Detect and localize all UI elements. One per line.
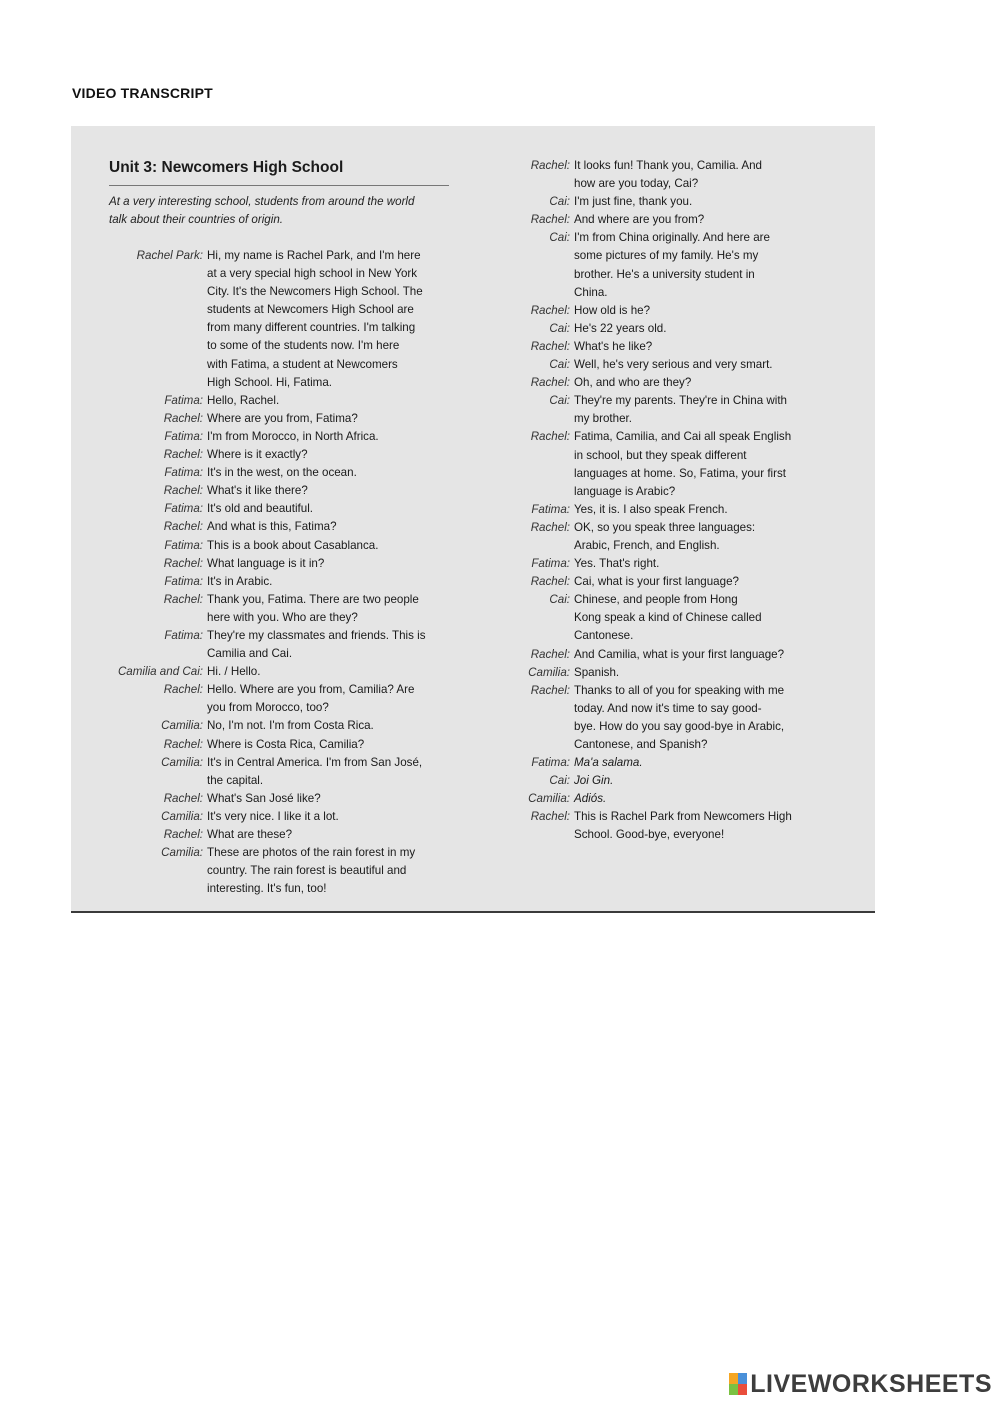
transcript-line <box>464 302 824 320</box>
speaker-label: Fatima: <box>164 429 203 443</box>
dialogue-text: interesting. It's fun, too! <box>207 882 327 896</box>
speaker-label <box>464 266 574 284</box>
speaker-label: Fatima: <box>164 574 203 588</box>
dialogue-text: I'm just fine, thank you. <box>574 195 693 209</box>
dialogue-text: What language is it in? <box>207 556 325 570</box>
transcript-line <box>464 537 824 555</box>
transcript-line <box>97 464 457 482</box>
dialogue-text: at a very special high school in New York <box>207 267 418 281</box>
title-divider <box>109 185 449 186</box>
dialogue-text: And what is this, Fatima? <box>207 520 337 534</box>
transcript-line <box>464 555 824 573</box>
intro-text <box>109 193 454 229</box>
dialogue-text: No, I'm not. I'm from Costa Rica. <box>207 719 374 733</box>
transcript-line <box>464 465 824 483</box>
transcript-line <box>97 446 457 464</box>
dialogue-text: And where are you from? <box>574 213 705 227</box>
dialogue-text: students at Newcomers High School are <box>207 303 414 317</box>
transcript-line <box>97 736 457 754</box>
dialogue-text: And Camilia, what is your first language? <box>574 647 785 661</box>
speaker-label <box>464 447 574 465</box>
speaker-label: Fatima: <box>531 502 570 516</box>
dialogue-text: Thanks to all of you for speaking with me <box>574 683 785 697</box>
speaker-label <box>97 645 207 663</box>
dialogue-text: Kong speak a kind of Chinese called <box>574 611 762 625</box>
dialogue-text: Chinese, and people from Hong <box>574 593 738 607</box>
dialogue-text: Hi. / Hello. <box>207 665 261 679</box>
speaker-label: Rachel: <box>163 520 203 534</box>
transcript-line <box>464 392 824 410</box>
transcript-line <box>464 627 824 645</box>
speaker-label <box>464 826 574 844</box>
speaker-label <box>97 337 207 355</box>
transcript-line <box>97 482 457 500</box>
speaker-label: Rachel: <box>163 828 203 841</box>
transcript-panel <box>71 126 875 913</box>
speaker-label: Camilia: <box>528 792 570 806</box>
dialogue-text: City. It's the Newcomers High School. The <box>207 285 423 299</box>
transcript-line <box>464 808 824 826</box>
transcript-column-left <box>97 247 457 898</box>
speaker-label <box>97 699 207 717</box>
dialogue-text: Fatima, Camilia, and Cai all speak English <box>574 430 792 444</box>
transcript-line <box>464 157 824 175</box>
transcript-line <box>464 483 824 501</box>
transcript-line <box>464 211 824 229</box>
dialogue-text: What are these? <box>207 828 293 841</box>
dialogue-text: China. <box>574 285 608 299</box>
speaker-label <box>464 537 574 555</box>
speaker-label <box>97 862 207 880</box>
dialogue-text: Where are you from, Fatima? <box>207 411 358 425</box>
dialogue-text: in school, but they speak different <box>574 448 747 462</box>
transcript-line <box>97 627 457 645</box>
dialogue-text: from many different countries. I'm talking <box>207 321 416 335</box>
speaker-label <box>464 700 574 718</box>
transcript-line <box>464 320 824 338</box>
speaker-label: Rachel: <box>530 810 570 824</box>
transcript-line <box>464 718 824 736</box>
dialogue-text: I'm from Morocco, in North Africa. <box>207 429 379 443</box>
speaker-label <box>464 736 574 754</box>
dialogue-text: how are you today, Cai? <box>574 177 699 191</box>
speaker-label: Rachel: <box>163 484 203 498</box>
transcript-line <box>97 428 457 446</box>
speaker-label: Cai: <box>549 231 570 245</box>
transcript-line <box>97 609 457 627</box>
transcript-line <box>464 790 824 808</box>
speaker-label <box>97 880 207 898</box>
dialogue-text: It's in the west, on the ocean. <box>207 466 357 480</box>
dialogue-text: my brother. <box>574 412 632 426</box>
transcript-line <box>464 682 824 700</box>
speaker-label: Rachel: <box>530 339 570 353</box>
speaker-label: Rachel: <box>530 213 570 227</box>
dialogue-text: the capital. <box>207 773 264 787</box>
transcript-line <box>464 501 824 519</box>
transcript-line <box>464 591 824 609</box>
dialogue-text: They're my parents. They're in China with <box>574 394 787 408</box>
speaker-label: Camilia: <box>161 755 203 769</box>
transcript-line <box>97 790 457 808</box>
dialogue-text: It's old and beautiful. <box>207 502 313 516</box>
dialogue-text: Ma'a salama. <box>574 756 643 770</box>
speaker-label: Fatima: <box>164 538 203 552</box>
dialogue-text: Hi, my name is Rachel Park, and I'm here <box>207 249 421 262</box>
transcript-line <box>97 573 457 591</box>
speaker-label: Rachel: <box>530 647 570 661</box>
dialogue-text: today. And now it's time to say good- <box>574 701 762 715</box>
transcript-line <box>464 826 824 844</box>
transcript-line <box>464 772 824 790</box>
dialogue-text: What's he like? <box>574 339 653 353</box>
speaker-label: Fatima: <box>164 628 203 642</box>
dialogue-text: Camilia and Cai. <box>207 647 293 661</box>
dialogue-text: here with you. Who are they? <box>207 610 358 624</box>
dialogue-text: Cantonese, and Spanish? <box>574 738 708 751</box>
speaker-label <box>464 609 574 627</box>
speaker-label: Cai: <box>549 394 570 408</box>
dialogue-text: Where is Costa Rica, Camilia? <box>207 737 365 751</box>
speaker-label: Rachel: <box>530 520 570 534</box>
transcript-line <box>464 374 824 392</box>
dialogue-text: Hello. Where are you from, Camilia? Are <box>207 683 415 697</box>
speaker-label: Camilia: <box>161 719 203 733</box>
transcript-line <box>97 880 457 898</box>
speaker-label: Rachel: <box>163 556 203 570</box>
unit-title: Unit 3: Newcomers High School <box>109 159 344 176</box>
dialogue-text: Yes. That's right. <box>574 557 660 571</box>
dialogue-text: I'm from China originally. And here are <box>574 231 770 245</box>
dialogue-text: How old is he? <box>574 303 651 317</box>
dialogue-text: What's it like there? <box>207 484 308 498</box>
transcript-line <box>464 356 824 374</box>
dialogue-text: some pictures of my family. He's my <box>574 249 759 263</box>
dialogue-text: It looks fun! Thank you, Camilia. And <box>574 159 762 172</box>
transcript-line <box>97 537 457 555</box>
speaker-label: Rachel: <box>163 411 203 425</box>
speaker-label: Fatima: <box>531 756 570 770</box>
speaker-label <box>97 319 207 337</box>
transcript-line <box>97 862 457 880</box>
transcript-line <box>464 175 824 193</box>
speaker-label: Camilia: <box>528 665 570 679</box>
transcript-line <box>97 645 457 663</box>
speaker-label: Camilia: <box>161 809 203 823</box>
transcript-column-right <box>464 157 824 845</box>
transcript-line <box>97 555 457 573</box>
speaker-label: Rachel: <box>530 303 570 317</box>
transcript-line <box>97 808 457 826</box>
speaker-label: Rachel: <box>163 791 203 805</box>
dialogue-text: Cantonese. <box>574 629 634 643</box>
transcript-line <box>464 519 824 537</box>
dialogue-text: Oh, and who are they? <box>574 376 692 390</box>
transcript-line <box>464 736 824 754</box>
transcript-line <box>464 664 824 682</box>
speaker-label: Camilia: <box>161 846 203 860</box>
dialogue-text: Arabic, French, and English. <box>574 538 720 552</box>
dialogue-text: you from Morocco, too? <box>207 701 329 715</box>
speaker-label <box>464 465 574 483</box>
speaker-label <box>464 410 574 428</box>
dialogue-text: with Fatima, a student at Newcomers <box>207 357 398 371</box>
transcript-line <box>464 229 824 247</box>
transcript-line <box>464 410 824 428</box>
speaker-label: Camilia and Cai: <box>117 665 203 679</box>
transcript-line <box>97 681 457 699</box>
page-title: VIDEO TRANSCRIPT <box>72 85 213 101</box>
logo-mark-icon <box>729 1373 747 1395</box>
dialogue-text: They're my classmates and friends. This is <box>207 628 426 642</box>
transcript-line <box>97 518 457 536</box>
transcript-line <box>97 699 457 717</box>
speaker-label <box>97 356 207 374</box>
speaker-label <box>464 627 574 645</box>
dialogue-text: Well, he's very serious and very smart. <box>574 358 773 372</box>
speaker-label: Cai: <box>549 195 570 209</box>
speaker-label: Cai: <box>549 358 570 372</box>
transcript-line <box>464 284 824 302</box>
transcript-line <box>464 609 824 627</box>
speaker-label <box>464 247 574 265</box>
transcript-line <box>97 410 457 428</box>
dialogue-text: High School. Hi, Fatima. <box>207 375 333 389</box>
dialogue-text: bye. How do you say good-bye in Arabic, <box>574 719 785 733</box>
transcript-line <box>97 754 457 772</box>
dialogue-text: country. The rain forest is beautiful and <box>207 864 407 878</box>
transcript-line <box>97 374 457 392</box>
speaker-label: Rachel: <box>163 737 203 751</box>
dialogue-text: Spanish. <box>574 665 620 679</box>
dialogue-text: School. Good-bye, everyone! <box>574 828 725 842</box>
speaker-label <box>97 265 207 283</box>
transcript-line <box>464 338 824 356</box>
transcript-line <box>97 591 457 609</box>
speaker-label <box>464 175 574 193</box>
transcript-line <box>97 717 457 735</box>
intro-line: At a very interesting school, students from around the world <box>109 195 415 208</box>
dialogue-text: Yes, it is. I also speak French. <box>574 502 728 516</box>
transcript-line <box>97 247 457 265</box>
speaker-label: Rachel Park: <box>136 249 203 262</box>
transcript-line <box>97 663 457 681</box>
dialogue-text: These are photos of the rain forest in my <box>207 846 416 860</box>
speaker-label <box>97 772 207 790</box>
speaker-label <box>464 718 574 736</box>
transcript-line <box>464 754 824 772</box>
speaker-label: Cai: <box>549 593 570 607</box>
dialogue-text: OK, so you speak three languages: <box>574 520 756 534</box>
speaker-label <box>97 374 207 392</box>
dialogue-text: This is a book about Casablanca. <box>207 538 379 552</box>
speaker-label <box>464 284 574 302</box>
dialogue-text: to some of the students now. I'm here <box>207 339 400 353</box>
transcript-line <box>464 266 824 284</box>
speaker-label <box>97 301 207 319</box>
speaker-label: Cai: <box>549 321 570 335</box>
transcript-line <box>464 700 824 718</box>
speaker-label: Rachel: <box>530 376 570 390</box>
transcript-line <box>97 500 457 518</box>
dialogue-text: This is Rachel Park from Newcomers High <box>574 810 792 824</box>
transcript-line <box>97 301 457 319</box>
speaker-label: Fatima: <box>531 557 570 571</box>
speaker-label: Rachel: <box>530 575 570 589</box>
transcript-line <box>464 247 824 265</box>
transcript-line <box>97 265 457 283</box>
dialogue-text: Adiós. <box>574 792 607 806</box>
speaker-label: Rachel: <box>530 430 570 444</box>
transcript-line <box>464 573 824 591</box>
dialogue-text: Thank you, Fatima. There are two people <box>207 592 419 606</box>
transcript-line <box>97 392 457 410</box>
transcript-line <box>97 844 457 862</box>
speaker-label: Cai: <box>549 774 570 788</box>
dialogue-text: What's San José like? <box>207 791 321 805</box>
dialogue-text: brother. He's a university student in <box>574 267 755 281</box>
transcript-line <box>97 826 457 844</box>
dialogue-text: Joi Gin. <box>574 774 614 788</box>
dialogue-text: He's 22 years old. <box>574 321 667 335</box>
transcript-line <box>97 356 457 374</box>
dialogue-text: language is Arabic? <box>574 484 676 498</box>
dialogue-text: It's very nice. I like it a lot. <box>207 809 339 823</box>
transcript-line <box>464 646 824 664</box>
intro-line: talk about their countries of origin. <box>109 213 284 226</box>
speaker-label: Rachel: <box>530 159 570 172</box>
speaker-label: Fatima: <box>164 466 203 480</box>
speaker-label <box>97 609 207 627</box>
transcript-line <box>97 337 457 355</box>
transcript-line <box>97 319 457 337</box>
speaker-label: Rachel: <box>163 592 203 606</box>
dialogue-text: Hello, Rachel. <box>207 393 280 407</box>
transcript-line <box>464 428 824 446</box>
dialogue-text: languages at home. So, Fatima, your first <box>574 466 787 480</box>
speaker-label <box>464 483 574 501</box>
dialogue-text: It's in Central America. I'm from San José, <box>207 755 423 769</box>
transcript-line <box>464 447 824 465</box>
transcript-line <box>464 193 824 211</box>
dialogue-text: It's in Arabic. <box>207 574 273 588</box>
dialogue-text: Cai, what is your first language? <box>574 575 739 589</box>
speaker-label: Fatima: <box>164 393 203 407</box>
speaker-label <box>97 283 207 301</box>
dialogue-text: Where is it exactly? <box>207 448 308 462</box>
speaker-label: Fatima: <box>164 502 203 516</box>
speaker-label: Rachel: <box>163 448 203 462</box>
transcript-line <box>97 772 457 790</box>
speaker-label: Rachel: <box>163 683 203 697</box>
liveworksheets-logo <box>729 1371 992 1397</box>
transcript-line <box>97 283 457 301</box>
speaker-label: Rachel: <box>530 683 570 697</box>
logo-text: LIVEWORKSHEETS <box>750 1369 992 1398</box>
